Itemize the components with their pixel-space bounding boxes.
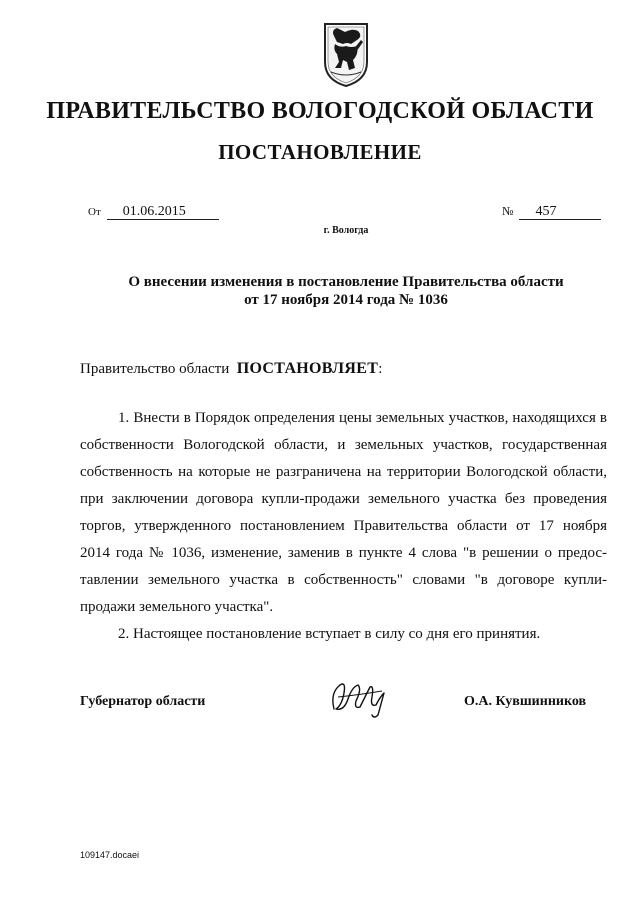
number-prefix: №	[502, 204, 514, 218]
preamble	[80, 360, 382, 378]
preamble-suffix: :	[378, 361, 383, 377]
body-line: при заключении договора купли-продажи земельного участка без проведения	[80, 491, 607, 507]
body-line: продажи земельного участка".	[80, 599, 274, 615]
body-line: 1. Внести в Порядок определения цены земельных участков, находящихся в	[118, 410, 607, 426]
body-line: тавлении земельного участка в собственность" словами "в договоре купли-	[80, 572, 607, 588]
date-value: 01.06.2015	[107, 205, 219, 220]
number-value: 457	[519, 205, 601, 220]
subject-line-1: О внесении изменения в постановление Правительства области	[128, 274, 564, 290]
date-prefix: От	[88, 206, 101, 218]
handwritten-signature	[328, 675, 390, 721]
subject-line-2: от 17 ноября 2014 года № 1036	[244, 292, 448, 308]
number-field	[502, 204, 601, 220]
file-reference: 109147.docaei	[80, 850, 140, 860]
signer-title: Губернатор области	[80, 694, 206, 709]
preamble-emphasis: ПОСТАНОВЛЯЕТ	[236, 360, 379, 377]
body-line: торгов, утвержденного постановлением Правительства области от 17 ноября	[80, 518, 607, 534]
body-line: 2014 года № 1036, изменение, заменив в пункте 4 слова "в решении о предос-	[80, 545, 607, 561]
document-type: ПОСТАНОВЛЕНИЕ	[218, 140, 422, 164]
body-line: 2. Настоящее постановление вступает в силу со дня его принятия.	[118, 626, 541, 642]
org-title: ПРАВИТЕЛЬСТВО ВОЛОГОДСКОЙ ОБЛАСТИ	[46, 98, 594, 124]
body-line: собственность на которые не разграничена на территории Вологодской области,	[80, 464, 607, 480]
city: г. Вологда	[323, 225, 369, 236]
signer-name: О.А. Кувшинников	[464, 694, 587, 709]
coat-of-arms-emblem	[323, 22, 369, 88]
preamble-text: Правительство области	[80, 361, 230, 377]
subject-heading	[100, 273, 592, 309]
body-line: собственности Вологодской области, и земельных участков, государственная	[80, 437, 607, 453]
date-field	[88, 204, 219, 220]
